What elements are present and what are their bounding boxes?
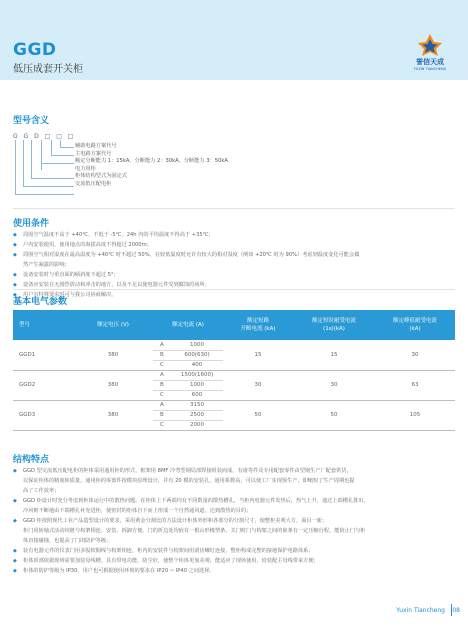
- cell-current: [153, 420, 223, 430]
- structure-item: ◆ GGD 柜设计时充分考虑到柜体运行中的散热问题。在柜体上下两端均有不同数量的散热槽孔，当柜内电器元件发热后，热气上升，通过上端槽孔排出，: [13, 496, 455, 506]
- cell-current: [153, 360, 223, 370]
- col-current: 额定电流 (A): [153, 310, 223, 340]
- cell-short: 50: [293, 400, 375, 430]
- cell-voltage: 380: [73, 340, 153, 370]
- model-line: 电力用柜: [75, 165, 96, 172]
- model-code: G G D □ □ □: [13, 133, 76, 140]
- divider: [13, 289, 455, 290]
- product-title: GGD: [13, 40, 57, 60]
- col-voltage: 额定电压 (V): [73, 310, 153, 340]
- model-line: 辅助电路方案代号: [75, 143, 117, 149]
- model-line: 额定分断能力 1：15kA、分断能力 2：30kA、分断能力 3：50kA: [75, 158, 228, 165]
- col-model: 型号: [13, 310, 73, 340]
- logo-text-cn: 誉信天成: [416, 58, 444, 66]
- cell-grade: C: [160, 362, 164, 368]
- cell-model: GGD3: [13, 400, 73, 430]
- cell-short: 30: [293, 370, 375, 400]
- cell-peak: 63: [375, 370, 455, 400]
- footer-brand: Yuxin Tiancheng: [396, 607, 445, 614]
- col-short-time: [293, 310, 375, 340]
- cell-current: [153, 350, 223, 360]
- cell-peak: 30: [375, 340, 455, 370]
- structure-item-cont: 高了工作效率；: [23, 488, 60, 494]
- col-peak-line1: 额定峰值耐受电流: [392, 318, 437, 324]
- col-break-line1: 额定短路: [246, 318, 269, 324]
- model-line: 主电路方案代号: [75, 150, 112, 157]
- structure-item: ◆ GGD 柜按照现代工业产品造型设计的要求，采用黄金分割比的方法设计柜体外形和各部分的分割尺寸，使整柜美观大方，面目一新；: [13, 516, 455, 526]
- structure-item: ◆ 柜体的防护等级为 IP30，用户也可根据使用环境的要求在 IP20 ~ IP40 之间选择。: [13, 566, 455, 576]
- logo-mark-icon: [417, 33, 443, 57]
- structure-list: [13, 466, 455, 576]
- company-logo: [408, 33, 452, 77]
- cell-current: [153, 400, 223, 410]
- cell-current: [153, 410, 223, 420]
- cell-current-value: 400: [191, 362, 203, 368]
- model-meaning-list: [75, 143, 228, 189]
- col-peak-line2: (kA): [409, 326, 421, 332]
- col-break-line2: 开断电流 (kA): [240, 326, 276, 332]
- col-peak: [375, 310, 455, 340]
- table-row: [13, 400, 455, 410]
- col-short-line1: 额定短时耐受电流: [311, 318, 356, 324]
- product-subtitle: 低压成套开关柜: [13, 64, 83, 75]
- table-row: [13, 340, 455, 350]
- cell-grade: C: [160, 422, 164, 428]
- col-break-current: [223, 310, 293, 340]
- cell-grade: C: [160, 392, 164, 398]
- cell-model: GGD2: [13, 370, 73, 400]
- structure-item-cont: 以保证柜体的精度和质量。通用柜的零部件按模块原理设计，并有 20 模的安装孔，通用系数高，可以使工厂实现预生产，即缩短了生产周期也提: [23, 478, 355, 484]
- structure-item: ◆ 柜体顶部依据现场需要加装母线槽，具有带电功能，防尘好，使整个柜体更加美观，能适应了现场使用，给装配主母线带来方便；: [13, 556, 455, 566]
- page-number: 08: [452, 607, 460, 614]
- cell-grade: A: [160, 341, 164, 348]
- model-code-diagram: [14, 140, 84, 200]
- conditions-heading: 使用条件: [13, 219, 50, 229]
- table-row: [13, 370, 455, 380]
- cell-grade: B: [160, 352, 164, 358]
- condition-item: ◆ 设备应安装在无剧烈震动和冲击的地方，以及不足以使电器元件受到腐蚀的场所；: [13, 280, 455, 290]
- cell-grade: B: [160, 412, 164, 418]
- cell-grade: B: [160, 382, 164, 388]
- model-line: 柜体结构型式为固定式: [75, 173, 127, 180]
- structure-item-cont: 柜门用转轴式活动铰链与构架相连，安装、拆卸方便。门的折边处均嵌有一根山形橡塑条，关门时门与构架之间的嵌条有一定压缩行程，能防止门与柜: [23, 528, 366, 534]
- cell-current: [153, 380, 223, 390]
- cell-voltage: 380: [73, 400, 153, 430]
- condition-item-cont: 然产生凝露的影响；: [23, 262, 70, 268]
- cell-current-value: 1000: [190, 341, 204, 348]
- structure-item-cont: 体直接碰撞，也提高了门的防护等级；: [23, 538, 112, 544]
- cell-voltage: 380: [73, 370, 153, 400]
- condition-item: ◆ 设备安装时与垂直面的倾斜度不超过 5°；: [13, 270, 455, 280]
- cell-grade: A: [160, 402, 164, 408]
- cell-break: 50: [223, 400, 293, 430]
- cell-current-value: 1500(1600): [180, 372, 214, 378]
- cell-current: [153, 370, 223, 380]
- model-meaning-heading: 型号含义: [13, 116, 50, 126]
- cell-peak: 105: [375, 400, 455, 430]
- electrical-params-table: [13, 310, 455, 431]
- table-header-row: [13, 310, 455, 340]
- cell-current-value: 1000: [190, 382, 204, 388]
- cell-current-value: 600(630): [184, 352, 210, 358]
- condition-item: ◆ 周围空气相对湿度在最高温度为 +40℃ 时不超过 50%，在较低温度时允许有较大的相对湿度（例如 +20℃ 时为 90%）考虑到温度变化可能会偶: [13, 250, 455, 260]
- divider: [13, 208, 455, 209]
- cell-current-value: 600: [191, 392, 203, 398]
- electrical-heading: 基本电气参数: [13, 297, 68, 307]
- cell-current: [153, 340, 223, 350]
- col-short-line2: (1s)(kA): [323, 326, 345, 332]
- cell-current-value: 2500: [190, 412, 204, 418]
- cell-break: 15: [223, 340, 293, 370]
- condition-item: ◆ 周围空气温度不高于 +40℃，不低于 -5℃，24h 内的平均温度不得高于 +35℃；: [13, 230, 455, 240]
- structure-item: ◆ GGD 型交流低压配电柜的柜体采用通用柜的形式，框架用 8MF 冷弯型钢局部焊接组装而成，有诸等件及专用配套零件由型钢生产厂配套供货，: [13, 466, 455, 476]
- cell-grade: A: [160, 372, 164, 378]
- structure-heading: 结构特点: [13, 455, 50, 465]
- cell-break: 30: [223, 370, 293, 400]
- cell-model: GGD1: [13, 340, 73, 370]
- structure-item: ◆ 装有电器元件的仪表门用多股软铜线与构架相连，柜内的安装件与构架间用滚齿螺钉连接，整柜构成完整的接地保护电路体系；: [13, 546, 455, 556]
- cell-current: [153, 390, 223, 400]
- condition-item: ◆ 用户有特殊要求时可与我公司协商解决。: [13, 290, 455, 300]
- logo-text-en: YUXIN TIANCHENG: [413, 67, 447, 71]
- structure-item-cont: 冷风则不断地由下端槽孔补充进柜，使密封的柜体自下而上形成一个自然通风道，达到散热的目的；: [23, 508, 252, 514]
- condition-item: ◆ 户内安装使用，使用地点的海拔高度不得超过 2000m；: [13, 240, 455, 250]
- cell-current-value: 3150: [190, 402, 204, 408]
- cell-current-value: 2000: [190, 422, 204, 428]
- model-line: 交流低压配电柜: [75, 180, 112, 187]
- cell-short: 15: [293, 340, 375, 370]
